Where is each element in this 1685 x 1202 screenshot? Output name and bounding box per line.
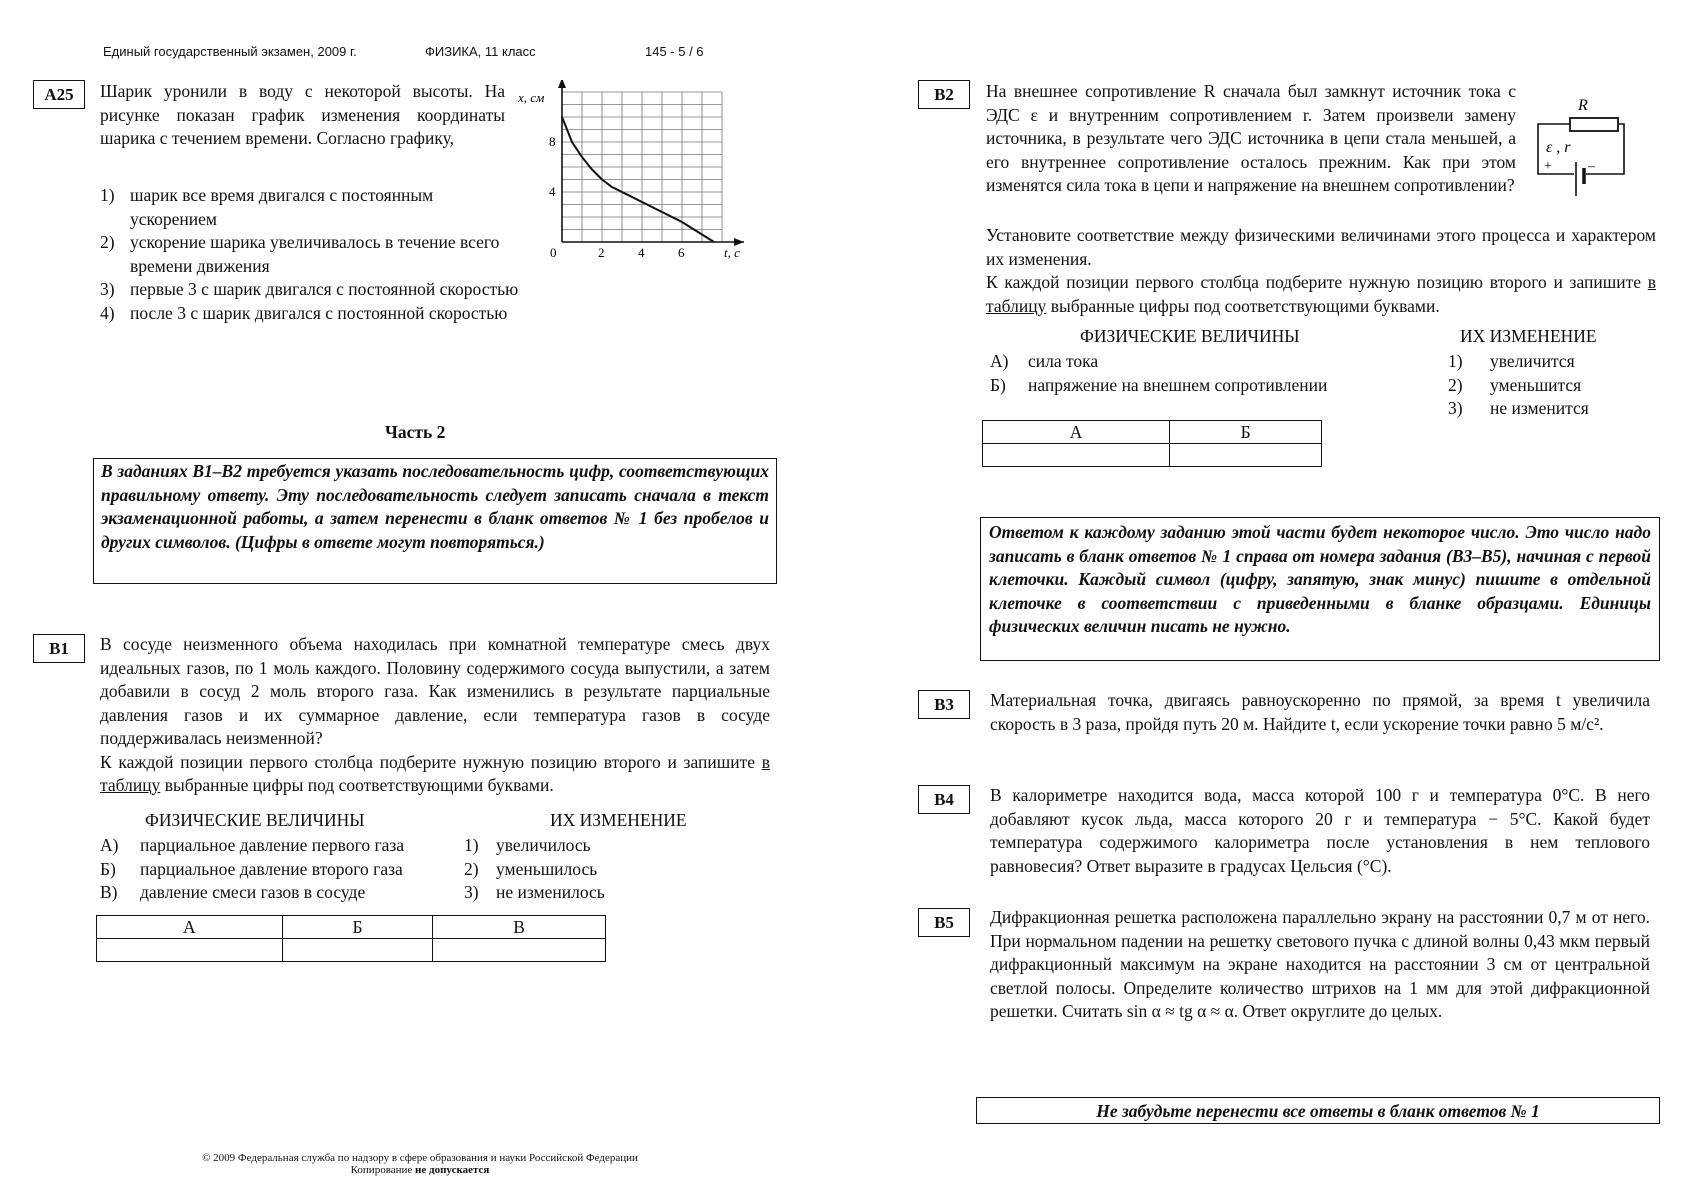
b5-question: Дифракционная решетка расположена параллельно экрану на расстоянии 0,7 м от него. При нормальном падении на решетку светового пучка с длиной волны 0,43 мкм первый дифракционный максимум на экране находится на расстоянии 3 см от центральной светлой полосы. Определите количество штрихов на 1 мм для этой дифракционной решетки. Считать sin α ≈ tg α ≈ α. Ответ округлите до целых. <box>990 907 1650 1021</box>
b2-text2: Установите соответствие между физическими величинами этого процесса и характером их изменения. К каждой позиции первого столбца подберите нужную позицию второго и запишите в таблицу выбранные цифры под соответствующими буквами. <box>986 224 1656 318</box>
b1-col1-item: А) парциальное давление первого газа <box>100 835 405 855</box>
b1-answer-table <box>96 915 606 962</box>
part2-number-instruction: Ответом к каждому заданию этой части будет некоторое число. Это число надо записать в бланк ответов № 1 справа от номера задания (В3–В5), начиная с первой клеточки. Каждый символ (цифру, запятую, знак минус) пишите в отдельной клеточке в соответствии с приведенными в бланке образцами. Единицы физических величин писать не нужно. <box>980 517 1660 661</box>
footer-copyright: © 2009 Федеральная служба по надзору в сфере образования и науки Российской Федерации <box>202 1152 638 1164</box>
x-tick-label: 6 <box>678 245 685 260</box>
part2-instruction: В заданиях В1–В2 требуется указать последовательность цифр, соответствующих правильному ответу. Эту последовательность следует записать сначала в текст экзаменационной работы, а затем перенести в бланк ответов № 1 без пробелов и других символов. (Цифры в ответе могут повторяться.) <box>93 458 777 584</box>
b2-header-b: Б <box>1170 421 1322 444</box>
x-tick-label: 4 <box>638 245 645 260</box>
task-tag-b5: B5 <box>918 908 970 937</box>
subject-title: ФИЗИКА, 11 класс <box>425 44 536 59</box>
task-tag-b2: B2 <box>918 80 970 109</box>
chart-ticks <box>549 134 685 260</box>
plus-sign: + <box>1544 159 1552 174</box>
b1-header-b: Б <box>282 916 433 939</box>
b2-answer-cell-b[interactable] <box>1170 444 1322 467</box>
chart-xlabel: t, с <box>724 245 740 260</box>
y-axis-arrow <box>558 80 566 88</box>
b1-col2-list <box>464 834 664 905</box>
b1-answer-cell-a[interactable] <box>97 939 283 962</box>
b2-col2-item: 3) не изменится <box>1448 398 1589 418</box>
b2-col2-list <box>1448 350 1648 421</box>
b2-question: На внешнее сопротивление R сначала был замкнут источник тока с ЭДС ε и внутренним сопротивлением r. Затем произвели замену источника, в результате чего ЭДС источника в цепи стала меньшей, а его внутреннее сопротивление осталось прежним. Как при этом изменятся сила тока в цепи и напряжение на внешнем сопротивлении? <box>986 81 1516 195</box>
b1-answer-cell-b[interactable] <box>282 939 433 962</box>
footer-copy-note: Копирование не допускается <box>350 1164 490 1176</box>
b2-col1-item: А) сила тока <box>990 351 1099 371</box>
exam-title: Единый государственный экзамен, 2009 г. <box>103 44 357 59</box>
b1-question: В сосуде неизменного объема находилась при комнатной температуре смесь двух идеальных газов, по 1 моль каждого. Половину содержимого сосуда выпустили, а затем добавили в сосуд 2 моль второго газа. Как изменились в результате парциальные давления газов и их суммарное давление, если температура газов в сосуде поддерживалась неизменной? К каждой позиции первого столбца подберите нужную позицию второго и запишите в таблицу выбранные цифры под соответствующими буквами. <box>100 633 770 798</box>
y-tick-label: 4 <box>549 184 556 199</box>
b3-question: Материальная точка, двигаясь равноускоренно по прямой, за время t увеличила скорость в 3 раза, пройдя путь 20 м. Найдите t, если ускорение точки равно 5 м/с². <box>990 690 1650 734</box>
b1-col2-item: 2) уменьшилось <box>464 858 598 879</box>
b1-instruction: К каждой позиции первого столбца подберите нужную позицию второго и запишите в таблицу выбранные цифры под соответствующими буквами. <box>100 751 770 795</box>
part2-title: Часть 2 <box>385 422 446 442</box>
b2-col2-title: ИХ ИЗМЕНЕНИЕ <box>1460 326 1597 346</box>
x-tick-label: 2 <box>598 245 605 260</box>
b2-answer-cell-a[interactable] <box>983 444 1170 467</box>
b1-col1-list <box>100 834 470 905</box>
task-tag-b3: B3 <box>918 690 970 719</box>
b1-answer-cell-v[interactable] <box>433 939 606 962</box>
b2-instruction: К каждой позиции первого столбца подберите нужную позицию второго и запишите в таблицу выбранные цифры под соответствующими буквами. <box>986 272 1656 316</box>
source-label: ε , r <box>1546 139 1571 156</box>
minus-sign: – <box>1588 159 1595 174</box>
b2-col1-list <box>990 350 1410 397</box>
b1-header-v: В <box>433 916 606 939</box>
task-tag-b1: B1 <box>33 634 85 663</box>
b1-col1-title: ФИЗИЧЕСКИЕ ВЕЛИЧИНЫ <box>145 810 365 830</box>
task-tag-b4: B4 <box>918 785 970 814</box>
b2-col1-item: Б) напряжение на внешнем сопротивлении <box>990 374 1328 395</box>
x-tick-label: 0 <box>550 245 557 260</box>
a25-option: 1) шарик все время двигался с постоянным ускорением <box>100 185 434 229</box>
b1-col2-title: ИХ ИЗМЕНЕНИЕ <box>550 810 687 830</box>
b1-col1-item: В) давление смеси газов в сосуде <box>100 882 366 902</box>
y-tick-label: 8 <box>549 134 556 149</box>
b1-header-a: А <box>97 916 283 939</box>
chart-ylabel: x, см <box>518 90 545 105</box>
chart-grid <box>562 92 722 242</box>
b4-question: В калориметре находится вода, масса которой 100 г и температура 0°С. В него добавляют кусок льда, масса которого 20 г и температура − 5°С. Какой будет температура содержимого калориметра после установления в нем теплового равновесия? Ответ выразите в градусах Цельсия (°С). <box>990 785 1650 876</box>
resistor-r <box>1570 118 1618 131</box>
b1-col2-item: 1) увеличилось <box>464 835 591 855</box>
a25-option: 2) ускорение шарика увеличивалось в течение всего времени движения <box>100 232 500 276</box>
circuit-diagram <box>1528 92 1638 202</box>
footer <box>120 1152 720 1176</box>
b2-col2-item: 1) увеличится <box>1448 351 1575 371</box>
b1-col2-item: 3) не изменилось <box>464 882 605 902</box>
a25-option: 3) первые 3 с шарик двигался с постоянной скоростью <box>100 279 519 299</box>
page-number: 145 - 5 / 6 <box>645 44 704 59</box>
resistor-label: R <box>1578 97 1588 114</box>
task-tag-a25: A25 <box>33 80 85 109</box>
reminder-box: Не забудьте перенести все ответы в бланк ответов № 1 <box>976 1097 1660 1124</box>
position-time-chart <box>510 80 770 270</box>
b1-col1-item: Б) парциальное давление второго газа <box>100 858 403 879</box>
a25-option: 4) после 3 с шарик двигался с постоянной скоростью <box>100 302 508 323</box>
b2-col1-title: ФИЗИЧЕСКИЕ ВЕЛИЧИНЫ <box>1080 326 1300 346</box>
b2-answer-table <box>982 420 1322 467</box>
a25-question: Шарик уронили в воду с некоторой высоты. На рисунке показан график изменения координаты шарика с течением времени. Согласно графику, <box>100 81 505 148</box>
b2-col2-item: 2) уменьшится <box>1448 374 1582 395</box>
b2-header-a: А <box>983 421 1170 444</box>
